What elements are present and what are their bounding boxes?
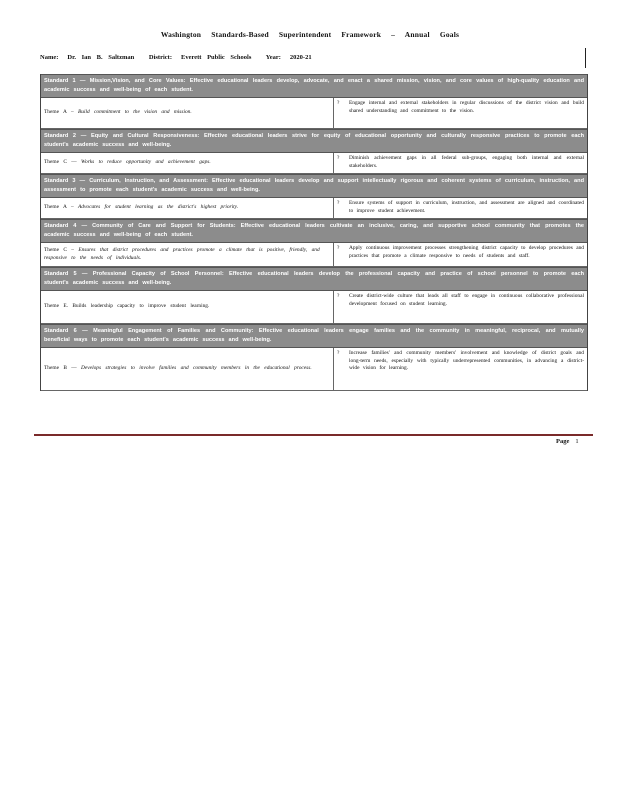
goal-text: Apply continuous improvement processes strengthening district capacity to develop procedures and practices that promote a climate responsive to needs of students and staff. <box>349 245 584 259</box>
standard-3-header: Standard 3 — Curriculum, Instruction, and Assessment: Effective educational leaders develop and support intellectually rigorous and coherent systems of curriculum, instruction, and assessment to promote each student's academic success and well-being. <box>41 174 587 198</box>
standard-1 <box>41 74 587 129</box>
bullet-icon: ? <box>337 100 340 106</box>
table-row <box>41 153 587 174</box>
goal-text: Engage internal and external stakeholders in regular discussions of the district vision and build shared understanding and commitment to the vision. <box>349 100 584 114</box>
theme-cell <box>41 348 334 390</box>
goal-text: Increase families' and community members' involvement and knowledge of district goals and long-term needs, especially with typically underrepresented communities, in advancing a district-wide vision for learning. <box>349 350 584 371</box>
standard-2 <box>41 129 587 174</box>
meta-divider <box>585 48 586 68</box>
theme-text: Advocates for student learning as the district's highest priority. <box>78 204 239 211</box>
theme-cell <box>41 98 334 128</box>
theme-label: Theme C – <box>44 247 79 253</box>
table-row <box>41 243 587 267</box>
standard-1-header: Standard 1 — Mission,Vision, and Core Values: Effective educational leaders develop, advocate, and enact a shared mission, vision, and core values of high-quality education and academic success and well-being of each student. <box>41 74 587 98</box>
bullet-icon: ? <box>337 245 340 251</box>
theme-label: Theme E. <box>44 303 73 310</box>
goal-cell <box>334 348 587 390</box>
table-row <box>41 291 587 324</box>
header-meta <box>40 54 586 61</box>
theme-cell <box>41 198 334 218</box>
page-label: Page <box>556 438 570 445</box>
theme-cell <box>41 291 334 323</box>
goal-cell <box>334 291 587 323</box>
page-footer <box>556 438 579 445</box>
goal-cell <box>334 153 587 173</box>
table-row <box>41 348 587 391</box>
goal-cell <box>334 198 587 218</box>
theme-text: Builds leadership capacity to improve student learning. <box>72 303 210 310</box>
theme-label: Theme A – <box>44 109 79 116</box>
goal-text: Diminish achievement gaps in all federal sub-groups, engaging both internal and external stakeholders. <box>349 155 584 169</box>
district-value: Everett Public Schools <box>181 54 252 61</box>
district-label: District: <box>148 54 172 61</box>
bullet-icon: ? <box>337 350 340 356</box>
table-row <box>41 98 587 129</box>
standard-4-header: Standard 4 — Community of Care and Support for Students: Effective educational leaders cultivate an inclusive, caring, and supportive school community that promotes the academic success and well-being of each student. <box>41 219 587 243</box>
standard-6 <box>41 324 587 391</box>
theme-text: Works to reduce opportunity and achievement gaps. <box>81 159 211 166</box>
standard-4 <box>41 219 587 267</box>
theme-label: Theme B — <box>44 365 81 372</box>
year-label: Year: <box>265 54 281 61</box>
name-value: Dr. Ian B. Saltzman <box>67 54 135 61</box>
goal-cell <box>334 98 587 128</box>
goals-table <box>40 74 588 391</box>
goal-text: Create district-wide culture that leads all staff to engage in continuous collaborative professional development focused on student learning. <box>349 293 584 307</box>
standard-5 <box>41 267 587 324</box>
standard-5-header: Standard 5 — Professional Capacity of School Personnel: Effective educational leaders develop the professional capacity and practice of school personnel to promote each student's academic success and well-being. <box>41 267 587 291</box>
theme-text: Build commitment to the vision and mission. <box>78 109 192 116</box>
theme-cell <box>41 153 334 173</box>
goal-text: Ensure systems of support in curriculum, instruction, and assessment are aligned and coordinated to improve student achievement. <box>349 200 584 214</box>
page-number: 1 <box>575 438 579 445</box>
name-label: Name: <box>40 54 59 61</box>
year-value: 2020-21 <box>289 54 312 61</box>
footer-divider <box>34 434 593 436</box>
standard-2-header: Standard 2 — Equity and Cultural Responsiveness: Effective educational leaders strive for equity of educational opportunity and culturally responsive practices to promote each student's academic success and well-being. <box>41 129 587 153</box>
theme-text: Develops strategies to involve families and community members in the educational process. <box>81 365 312 372</box>
bullet-icon: ? <box>337 155 340 161</box>
theme-label: Theme A – <box>44 204 79 211</box>
theme-text: Ensures that district procedures and practices promote a climate that is positive, friendly, and responsive to the needs of individuals. <box>44 247 320 261</box>
table-row <box>41 198 587 219</box>
standard-6-header: Standard 6 — Meaningful Engagement of Families and Community: Effective educational leaders engage families and the community in meaningful, reciprocal, and mutually beneficial ways to promote each student's academic success and well-being. <box>41 324 587 348</box>
standard-3 <box>41 174 587 219</box>
goal-cell <box>334 243 587 266</box>
theme-cell <box>41 243 334 266</box>
page-title: Washington Standards-Based Superintendent Framework – Annual Goals <box>160 30 460 39</box>
bullet-icon: ? <box>337 200 340 206</box>
theme-label: Theme C — <box>44 159 81 166</box>
bullet-icon: ? <box>337 293 340 299</box>
